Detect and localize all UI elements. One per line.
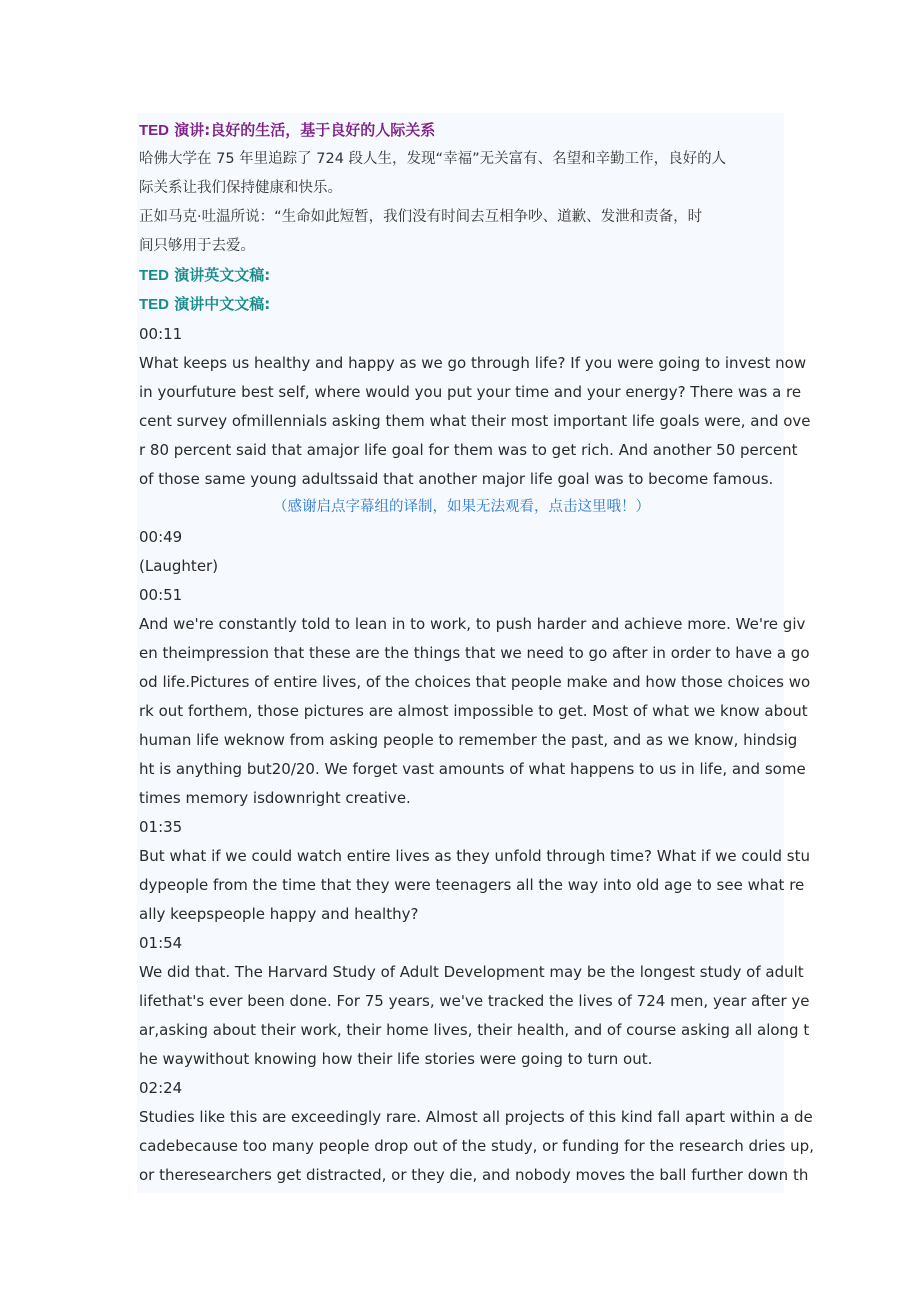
heading-label: 演讲英文文稿: (169, 266, 271, 284)
transcript-line: cent survey ofmillennials asking them what their most important life goals were, and ove (139, 412, 811, 430)
subtitle-notice-link[interactable]: （感谢启点字幕组的译制，如果无法观看，点击这里哦！） (273, 499, 650, 515)
transcript-line: lifethat's ever been done. For 75 years, we've tracked the lives of 724 men, year after ye (139, 992, 810, 1010)
transcript-line: What keeps us healthy and happy as we go through life? If you were going to invest now (139, 354, 807, 372)
intro-line: 正如马克·吐温所说：“生命如此短暂，我们没有时间去互相争吵、道歉、发泄和责备，时 (139, 209, 703, 225)
timestamp: 01:54 (139, 934, 183, 952)
transcript-line: And we're constantly told to lean in to work, to push harder and achieve more. We're giv (139, 615, 806, 633)
title-ted: TED (139, 122, 169, 139)
transcript-line: od life.Pictures of entire lives, of the choices that people make and how those choices wo (139, 673, 811, 691)
transcript-line: in yourfuture best self, where would you put your time and your energy? There was a re (139, 383, 802, 401)
transcript-line: dypeople from the time that they were teenagers all the way into old age to see what re (139, 876, 805, 894)
timestamp: 00:49 (139, 528, 183, 546)
transcript-line: r 80 percent said that amajor life goal for them was to get rich. And another 50 percent (139, 441, 798, 459)
transcript-line: Studies like this are exceedingly rare. Almost all projects of this kind fall apart within a de (139, 1108, 813, 1126)
transcript-line: times memory isdownright creative. (139, 789, 411, 807)
transcript-line: (Laughter) (139, 557, 219, 575)
transcript-line: ar,asking about their work, their home lives, their health, and of course asking all along t (139, 1021, 810, 1039)
timestamp: 02:24 (139, 1079, 183, 1097)
transcript-line: ally keepspeople happy and healthy? (139, 905, 419, 923)
heading-label: 演讲中文文稿: (169, 295, 271, 313)
timestamp: 00:11 (139, 325, 183, 343)
transcript-line: rk out forthem, those pictures are almost impossible to get. Most of what we know about (139, 702, 808, 720)
document-title (139, 120, 784, 141)
transcript-line: cadebecause too many people drop out of the study, or funding for the research dries up, (139, 1137, 814, 1155)
timestamp: 01:35 (139, 818, 183, 836)
transcript-line: or theresearchers get distracted, or they die, and nobody moves the ball further down th (139, 1166, 809, 1184)
transcript-line: But what if we could watch entire lives as they unfold through time? What if we could stu (139, 847, 810, 865)
intro-line: 哈佛大学在 75 年里追踪了 724 段人生，发现“幸福”无关富有、名望和辛勤工作，良好的人 (139, 151, 727, 167)
transcript-line: ht is anything but20/20. We forget vast amounts of what happens to us in life, and some (139, 760, 806, 778)
transcript-line: We did that. The Harvard Study of Adult Development may be the longest study of adult (139, 963, 804, 981)
title-chinese: 演讲:良好的生活，基于良好的人际关系 (169, 121, 436, 139)
transcript-line: he waywithout knowing how their life stories were going to turn out. (139, 1050, 653, 1068)
timestamp: 00:51 (139, 586, 183, 604)
transcript-line: human life weknow from asking people to remember the past, and as we know, hindsig (139, 731, 798, 749)
heading-english-transcript (139, 265, 784, 286)
heading-chinese-transcript (139, 294, 784, 315)
heading-ted: TED (139, 296, 169, 313)
transcript-line: en theimpression that these are the things that we need to go after in order to have a go (139, 644, 810, 662)
intro-line: 间只够用于去爱。 (139, 238, 255, 254)
intro-line: 际关系让我们保持健康和快乐。 (139, 180, 342, 196)
transcript-line: of those same young adultssaid that another major life goal was to become famous. (139, 470, 774, 488)
heading-ted: TED (139, 267, 169, 284)
